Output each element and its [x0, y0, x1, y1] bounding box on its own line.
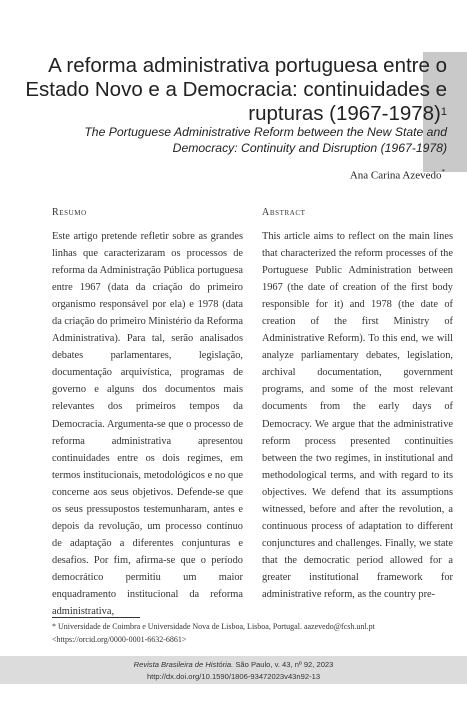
- footnote-divider: [52, 617, 140, 618]
- resumo-text: Este artigo pretende refletir sobre as grandes linhas que caracterizaram os processos de reforma da Administração Pública portuguesa entre 1967 (data da criação do primeiro organismo responsável por ela) e 1978 (data da criação do primeiro Ministério da Reforma Administrativa). Para tal, serão analisados debates parlamentares, legislação, documentação arquivística, programas de governo e alguns dos documentos mais relevantes dos primeiros tempos da Democracia. Argumenta-se que o processo de reforma administrativa apresentou continuidades entre os dois regimes, em termos institucionais, metodológicos e no que concerne aos seus objetivos. Defende-se que os seus pressupostos testemunharam, antes e depois da revolução, um processo contínuo de adaptação a diferentes conjunturas e desafios. Por fim, afirma-se que o período democrático permitiu um maior enquadramento institucional da reforma administrativa,: [52, 231, 244, 618]
- author-name: Ana Carina Azevedo: [349, 169, 442, 182]
- author-footnote-marker: *: [441, 168, 445, 176]
- abstract-heading-text: Abstract: [262, 207, 306, 218]
- title-footnote-marker: 1: [440, 106, 447, 118]
- abstract-heading: [262, 207, 453, 218]
- title-text: A reforma administrativa portuguesa entre o Estado Novo e a Democracia: continuidades e rupturas (1967-1978): [25, 54, 447, 125]
- article-title: [20, 54, 447, 126]
- journal-name: Revista Brasileira de História.: [133, 660, 234, 669]
- footer-citation: [0, 660, 467, 669]
- resumo-column: [52, 207, 243, 620]
- footer-doi: http://dx.doi.org/10.1590/1806-93472023v43n92-13: [146, 672, 321, 681]
- issue-info: São Paulo, v. 43, nº 92, 2023: [233, 660, 334, 669]
- resumo-heading-text: Resumo: [52, 207, 87, 218]
- resumo-heading: [52, 207, 243, 218]
- abstract-column: [262, 207, 453, 603]
- abstract-text: This article aims to reflect on the main lines that characterized the reform processes of the Portuguese Public Administration between 1967 (the date of creation of the first body responsible for it) and 1978 (the date of creation of the first Ministry of Administrative Reform). To this end, we will analyze parliamentary debates, legislation, archival documentation, government programs, and some of the most relevant documents from the early days of Democracy. We argue that the administrative reform process presented continuities between the two regimes, in institutional and methodological terms, and with regard to its objectives. We defend that its assumptions witnessed, before and after the revolution, a continuous process of adaptation to different conjunctures and challenges. Finally, we state that the democratic period allowed for a greater institutional framework for administrative reform, as the country pre-: [262, 231, 453, 600]
- author-footnote: * Universidade de Coimbra e Universidade Nova de Lisboa, Lisboa, Portugal. aazevedo@fcsh.unl.pt <https://orcid.org/0000-0001-6632-6861>: [52, 622, 375, 644]
- article-subtitle: The Portuguese Administrative Reform between the New State and Democracy: Continuity and Disruption (1967-1978): [84, 125, 447, 155]
- author-line: [350, 168, 445, 182]
